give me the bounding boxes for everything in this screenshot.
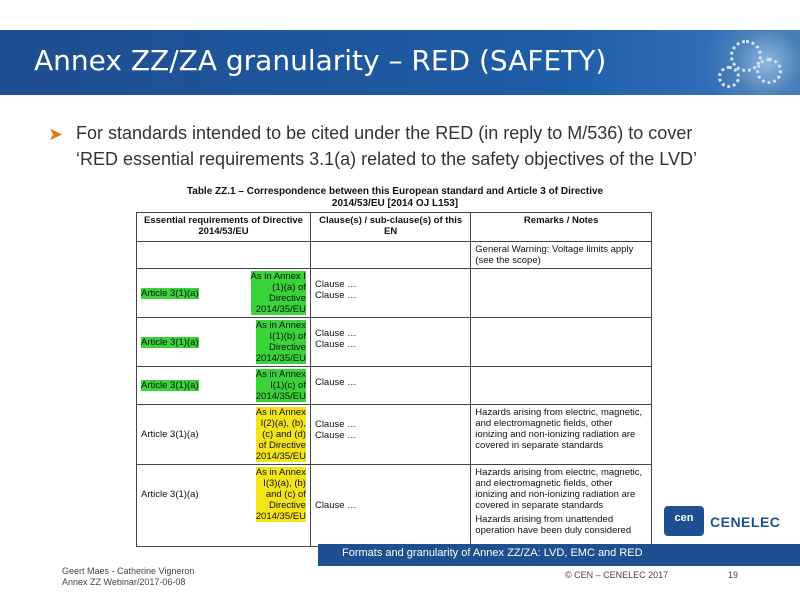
table-header-row [137,213,652,242]
clause-text: Clause … [314,500,357,511]
general-warning: General Warning: Voltage limits apply (see the scope) [471,242,652,269]
title-bar [0,30,800,95]
header-essential-requirements: Essential requirements of Directive 2014/53/EU [137,213,311,242]
annex-reference [256,467,306,522]
clause-text: Clause … [314,430,357,441]
requirement-cell [137,405,311,465]
footer-authors [62,566,194,588]
clause-cell [310,269,470,318]
annex-line: of Directive [258,440,306,451]
article-label: Article 3(1)(a) [141,429,199,440]
cenelec-logo-text: CENELEC [710,514,781,530]
correspondence-table [136,212,652,547]
arrow-bullet-icon: ➤ [48,124,64,144]
annex-line: Directive [269,342,306,353]
table-row [137,405,652,465]
clause-cell [310,465,470,547]
annex-reference [251,271,306,315]
footer-bar-text: Formats and granularity of Annex ZZ/ZA: LVD, EMC and RED [342,547,643,559]
requirement-cell [137,318,311,367]
annex-line: As in Annex [255,407,306,418]
clause-text: Clause … [314,279,357,290]
bullet-line: ‘RED essential requirements 3.1(a) related to the safety objectives of the LVD’ [76,149,697,169]
remarks-cell [471,269,652,318]
footer-copyright: © CEN – CENELEC 2017 [565,570,669,580]
table-caption [130,186,660,210]
table-caption-line: Table ZZ.1 – Correspondence between this European standard and Article 3 of Directive [186,186,604,197]
remark-text: Hazards arising from electric, magnetic, and electromagnetic fields, other ionizing and non-ionizing radiation are covered in separate standards [475,467,643,511]
bullet-text [76,120,791,172]
clause-text: Clause … [314,339,357,350]
annex-line: As in Annex [255,369,306,380]
table-caption-line: 2014/53/EU [2014 OJ L153] [331,198,459,209]
table-cell [310,242,470,269]
footer-author-line: Geert Maes - Catherine Vigneron [62,566,195,576]
annex-reference [256,407,306,462]
slide-title: Annex ZZ/ZA granularity – RED (SAFETY) [34,44,607,77]
annex-reference [256,320,306,364]
table-row [137,465,652,547]
cenelec-logo [664,506,784,542]
annex-line: As in Annex [255,320,306,331]
clause-cell [310,318,470,367]
annex-line: (c) and (d) [262,429,306,440]
article-label: Article 3(1)(a) [141,287,199,299]
clause-text: Clause … [314,290,357,301]
bullet-line: For standards intended to be cited under the RED (in reply to M/536) to cover [76,123,693,143]
cen-logo-box: cen [664,506,704,536]
table-row [137,242,652,269]
annex-line: 2014/35/EU [255,391,306,402]
clause-cell [310,367,470,405]
annex-line: I(3)(a), (b) [263,478,306,489]
annex-line: As in Annex [255,467,306,478]
remarks-cell [471,318,652,367]
remark-text: Hazards arising from unattended operation have been duly considered [475,514,632,536]
footer-bar [318,544,800,566]
table-row [137,367,652,405]
remarks-cell [471,405,652,465]
header-remarks: Remarks / Notes [471,213,652,242]
annex-line: 2014/35/EU [255,511,306,522]
annex-line: I(1)(c) of [270,380,306,391]
requirement-cell [137,465,311,547]
annex-line: As in Annex I [250,271,306,282]
annex-line: and (c) of [265,489,306,500]
article-label: Article 3(1)(a) [141,336,199,348]
clause-text: Clause … [314,419,357,430]
annex-reference [256,369,306,402]
clause-text: Clause … [314,328,357,339]
clause-text: Clause … [314,377,357,388]
requirement-cell [137,269,311,318]
article-label: Article 3(1)(a) [141,489,199,500]
annex-line: Directive [269,500,306,511]
annex-line: 2014/35/EU [255,451,306,462]
clause-cell [310,405,470,465]
table-row [137,318,652,367]
header-clauses: Clause(s) / sub-clause(s) of this EN [310,213,470,242]
annex-line: 2014/35/EU [255,353,306,364]
annex-line: (1)(a) of [272,282,306,293]
table-cell [137,242,311,269]
annex-line: 2014/35/EU [255,304,306,315]
requirement-cell [137,367,311,405]
table-row [137,269,652,318]
remarks-cell [471,367,652,405]
gears-head-icon [690,30,800,95]
article-label: Article 3(1)(a) [141,380,199,391]
annex-line: I(2)(a), (b), [260,418,306,429]
remark-text: Hazards arising from electric, magnetic, and electromagnetic fields, other ionizing and non-ionizing radiation are covered in separate standards [475,407,643,451]
annex-line: I(1)(b) of [269,331,306,342]
page-number: 19 [728,570,739,580]
annex-line: Directive [269,293,306,304]
remarks-cell [471,465,652,547]
footer-event-line: Annex ZZ Webinar/2017-06-08 [62,577,186,587]
